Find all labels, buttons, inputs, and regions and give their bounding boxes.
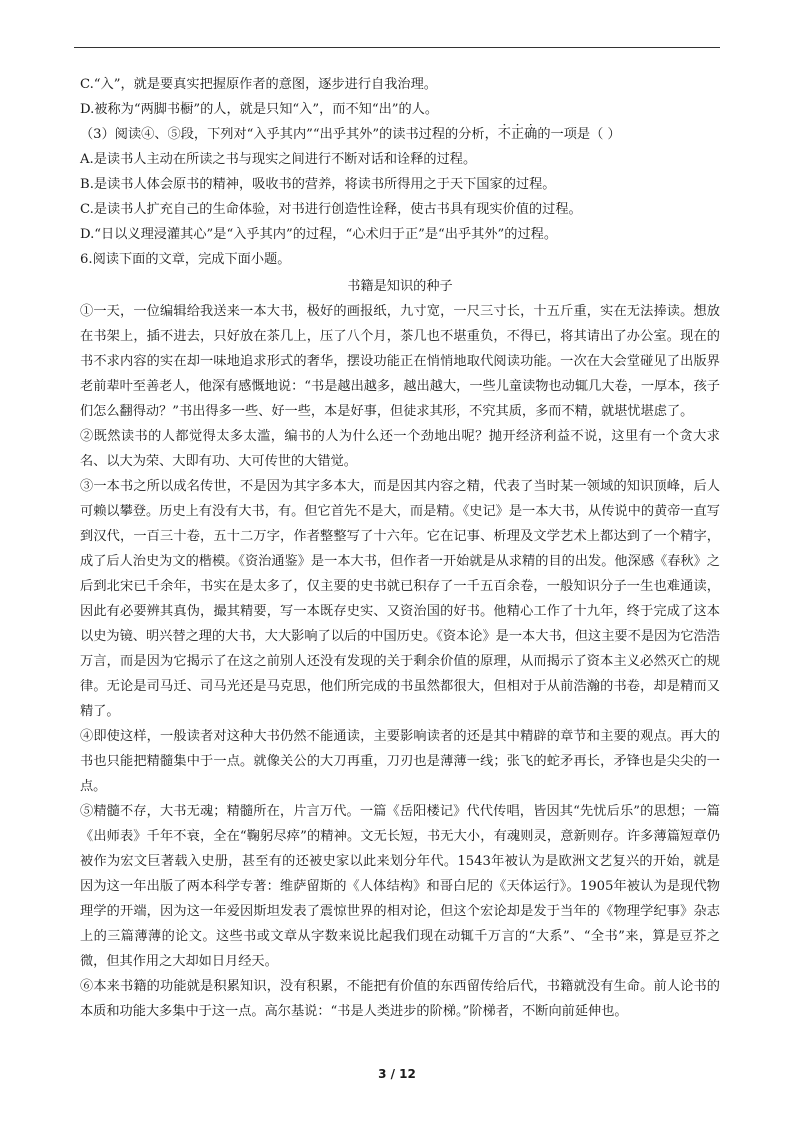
article-paragraph-4: ④即使这样，一般读者对这种大书仍然不能通读，主要影响读者的还是其中精辟的章节和主要的观点。再大的书也只能把精髓集中于一点。就像关公的大刀再重，刀刃也是薄薄一线；张飞的蛇矛再长，矛锋也是尖尖的一点。	[80, 729, 720, 794]
emphasis-char: 正	[510, 127, 525, 142]
q3-option-d: D.“日以义理浸灌其心”是“入乎其内”的过程，“心术归于正”是“出乎其外”的过程。	[80, 227, 558, 242]
q3-stem-emphasis	[498, 127, 538, 142]
q3-option-b: B.是读书人体会原书的精神，吸收书的营养，将读书所得用之于天下国家的过程。	[80, 177, 556, 192]
q2-option-d: D.被称为“两脚书橱”的人，就是只知“入”，而不知“出”的人。	[80, 102, 439, 117]
article-title: 书籍是知识的种子	[347, 279, 453, 294]
q3-stem-after: 的一项是（ ）	[537, 127, 621, 142]
header-rule	[74, 47, 720, 48]
emphasis-char: 确	[524, 127, 538, 142]
emphasis-char: 不	[497, 127, 511, 142]
q6-prompt: 6.阅读下面的文章，完成下面小题。	[80, 252, 291, 267]
article-paragraph-3: ③一本书之所以成名传世，不是因为其字多本大，而是因其内容之精，代表了当时某一领域的知识顶峰，后人可赖以攀登。历史上有没有大书，有。但它首先不是大，而是精。《史记》是一本大书，从传说中的黄帝一直写到汉代，一百三十卷，五十二万字，作者整整写了十六年。它在记事、析理及文学艺术上都达到了一个精字，成了后人治史为文的楷模。《资治通鉴》是一本大书，但作者一开始就是从求精的目的出发。他深感《春秋》之后到北宋已千余年，书实在是太多了，仅主要的史书就已积存了一千五百余卷，一般知识分子一生也难通读，因此有必要辨其真伪，撮其精要，写一本既存史实、又资治国的好书。他精心工作了十九年，终于完成了这本以史为镜、明兴替之理的大书，大大影响了以后的中国历史。《资本论》是一本大书，但这主要不是因为它浩浩万言，而是因为它揭示了在这之前别人还没有发现的关于剩余价值的原理，从而揭示了资本主义必然灭亡的规律。无论是司马迁、司马光还是马克思，他们所完成的书虽然都很大，但相对于从前浩瀚的书卷，却是精而又精了。	[80, 479, 720, 719]
page-content	[80, 72, 720, 1024]
q3-option-c: C.是读书人扩充自己的生命体验，对书进行创造性诠释，使古书具有现实价值的过程。	[80, 202, 582, 217]
q2-option-c: C.“入”，就是要真实把握原作者的意图，逐步进行自我治理。	[80, 77, 437, 92]
article-paragraph-1: ①一天，一位编辑给我送来一本大书，极好的画报纸，九寸宽，一尺三寸长，十五斤重，实在无法捧读。想放在书架上，插不进去，只好放在茶几上，压了八个月，茶几也不堪重负，不得已，将其请出了办公室。现在的书不求内容的实在却一味地追求形式的奢华，摆设功能正在悄悄地取代阅读功能。一次在大会堂碰见了出版界老前辈叶至善老人，他深有感慨地说：“书是越出越多，越出越大，一些儿童读物也动辄几大卷，一厚本，孩子们怎么翻得动？”书出得多一些、好一些，本是好事，但徒求其形，不究其质，多而不精，就堪忧堪虑了。	[80, 304, 720, 419]
q3-option-a: A.是读书人主动在所读之书与现实之间进行不断对话和诠释的过程。	[80, 152, 477, 167]
article-paragraph-5: ⑤精髓不存，大书无魂；精髓所在，片言万代。一篇《岳阳楼记》代代传唱，皆因其“先忧后乐”的思想；一篇《出师表》千年不衰，全在“鞠躬尽瘁”的精神。文无长短，书无大小，有魂则灵，意新则存。许多薄篇短章仍被作为宏文巨著载入史册，甚至有的还被史家以此来划分年代。1543年被认为是欧洲文艺复兴的开始，就是因为这一年出版了两本科学专著：维萨留斯的《人体结构》和哥白尼的《天体运行》。1905年被认为是现代物理学的开端，因为这一年爱因斯坦发表了震惊世界的相对论，但这个宏论却是发于当年的《物理学纪事》杂志上的三篇薄薄的论文。这些书或文章从字数来说比起我们现在动辄千万言的“大系”、“全书”来，算是豆芥之微，但其作用之大却如日月经天。	[80, 804, 720, 969]
q3-stem	[80, 122, 720, 147]
page-number: 3 / 12	[378, 1067, 416, 1081]
article-paragraph-6: ⑥本来书籍的功能就是积累知识，没有积累，不能把有价值的东西留传给后代，书籍就没有生命。前人论书的本质和功能大多集中于这一点。高尔基说：“书是人类进步的阶梯。”阶梯者，不断向前延伸也。	[80, 979, 720, 1019]
article-paragraph-2: ②既然读书的人都觉得太多太滥，编书的人为什么还一个劲地出呢？抛开经济利益不说，这里有一个贪大求名、以大为荣、大即有功、大可传世的大错觉。	[80, 429, 720, 469]
q3-stem-before: （3）阅读④、⑤段，下列对“入乎其内”“出乎其外”的读书过程的分析，	[80, 127, 498, 142]
